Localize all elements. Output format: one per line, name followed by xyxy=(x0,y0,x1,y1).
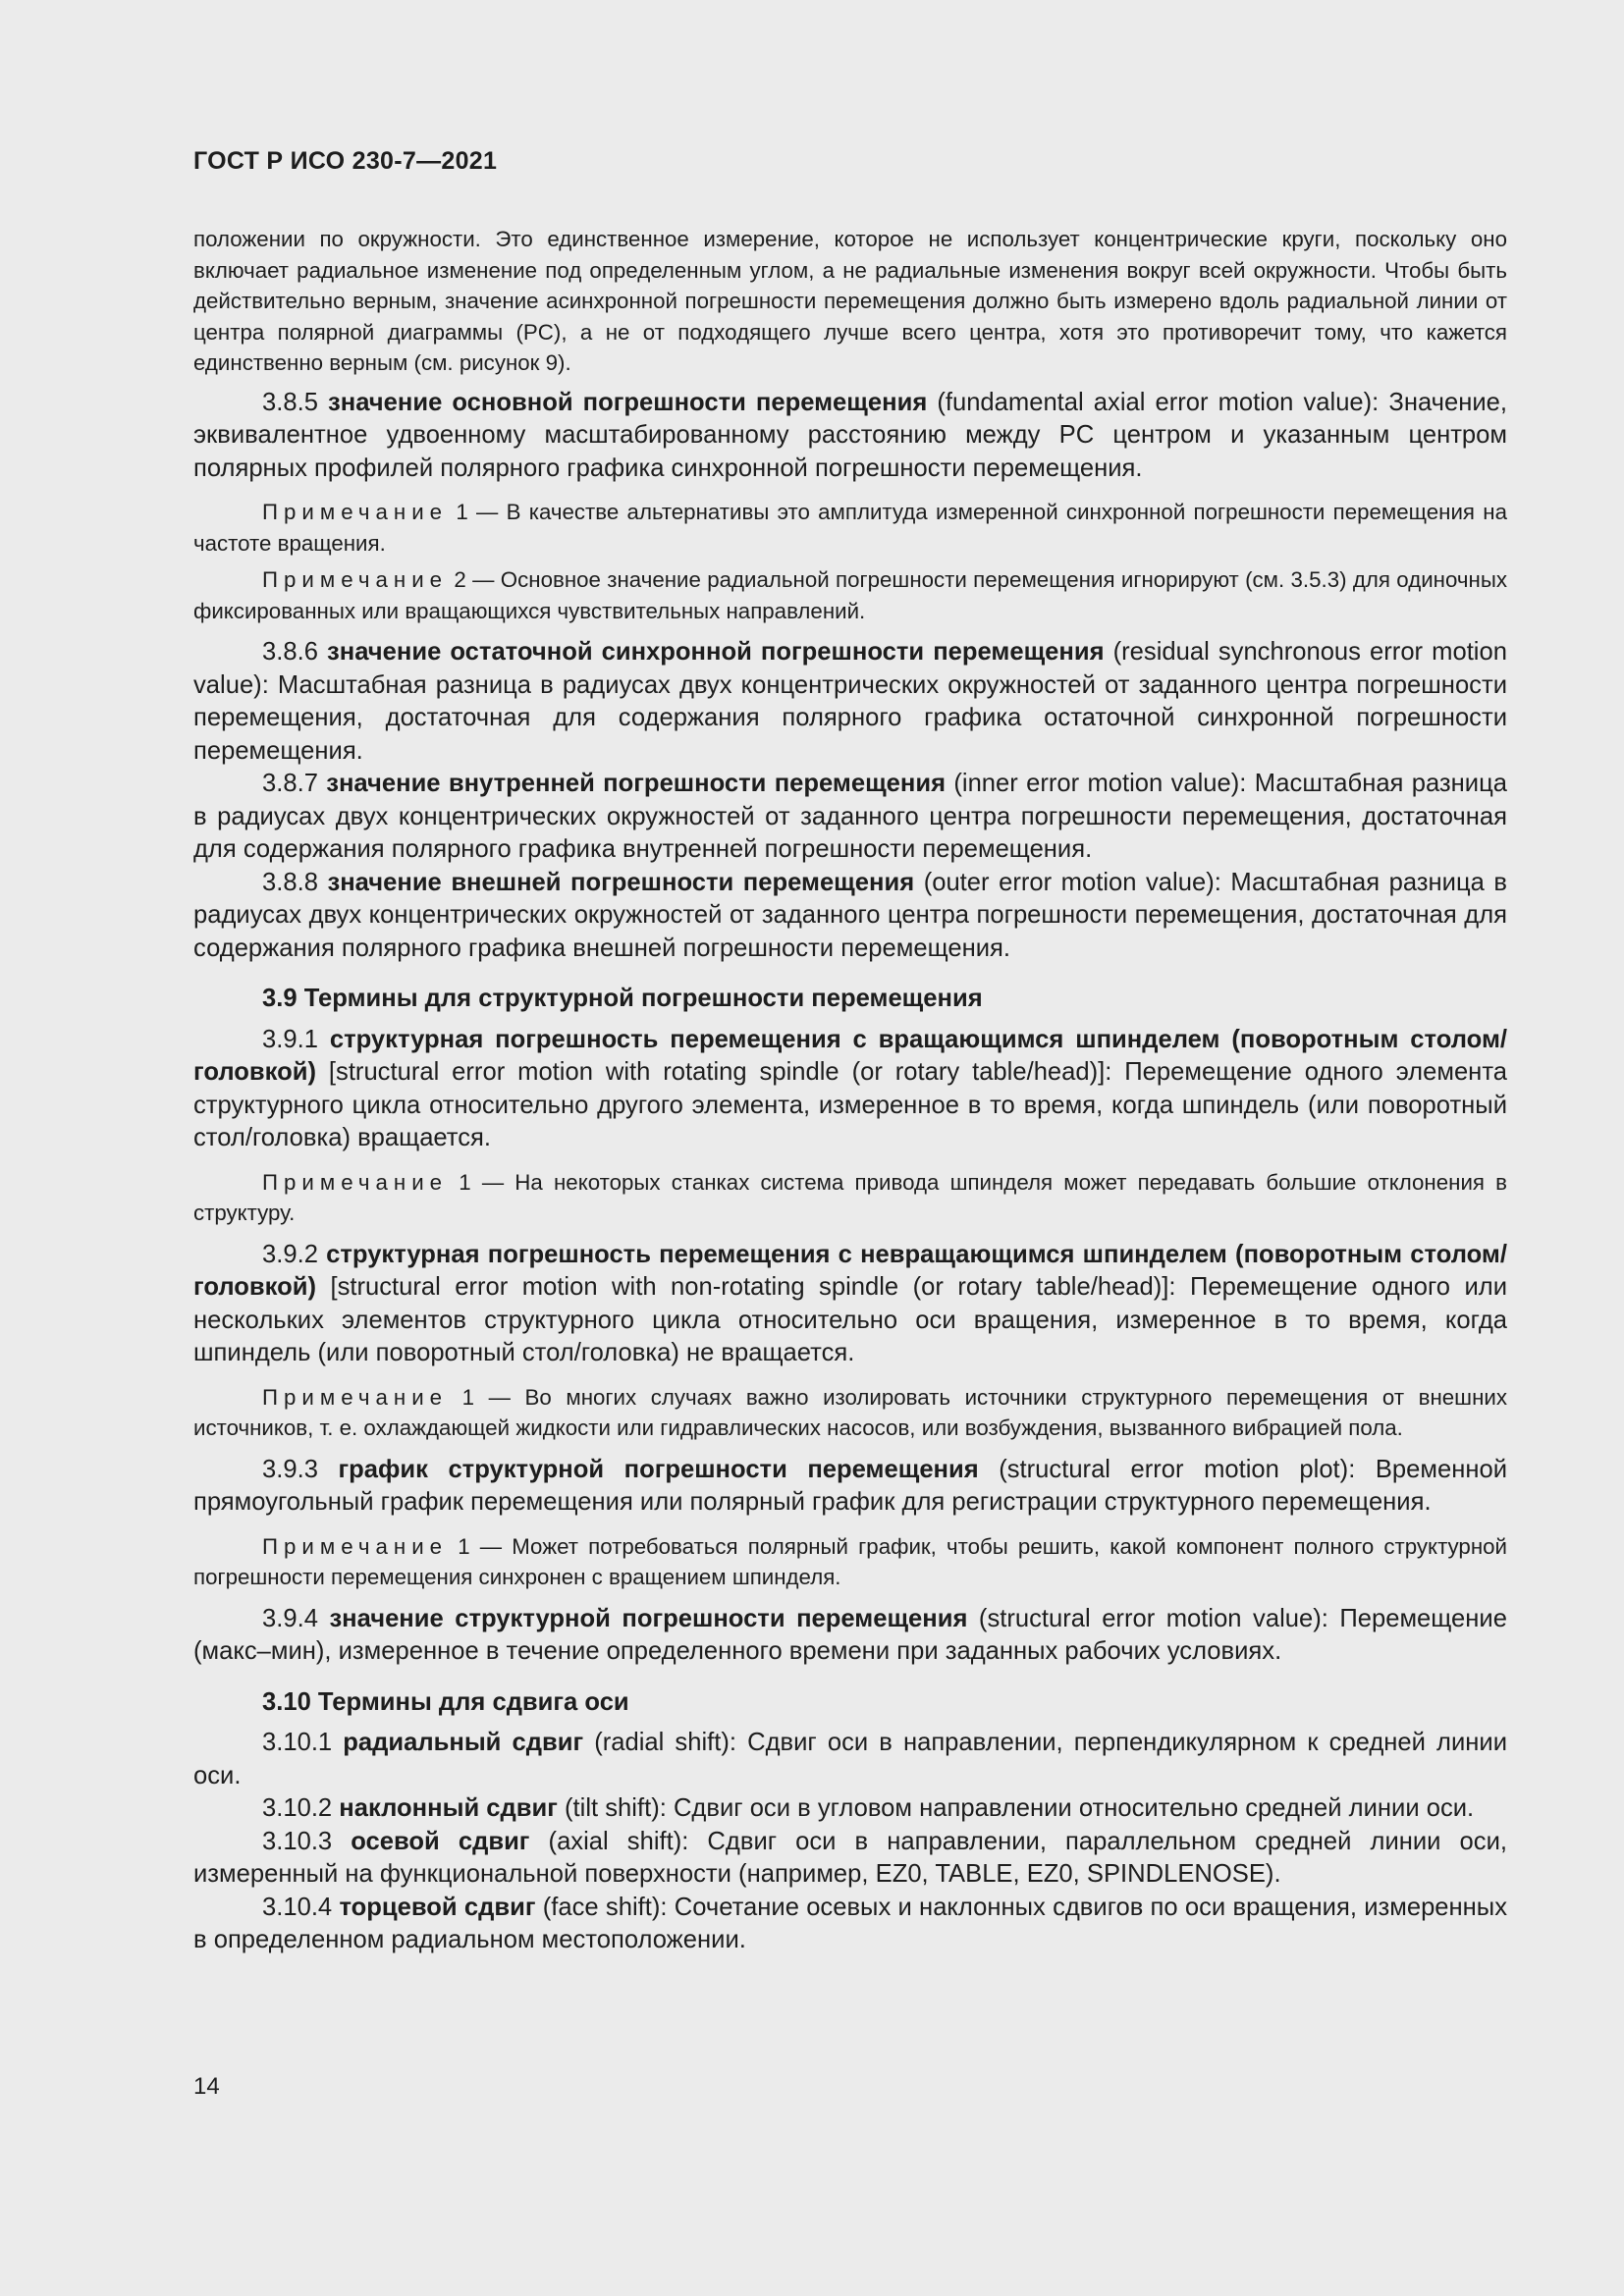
definition-3-10-4: 3.10.4 торцевой сдвиг (face shift): Сочетание осевых и наклонных сдвигов по оси вращения, измеренных в определенном радиальном местоположении. xyxy=(193,1893,1507,1953)
definition-3-8-7: 3.8.7 значение внутренней погрешности перемещения (inner error motion value): Масштабная разница в радиусах двух концентрических окружностей от заданного центра погрешности перемещения, достаточная для содержания полярного графика внутренней погрешности перемещения. xyxy=(193,770,1507,863)
section-heading-3-10: 3.10 Термины для сдвига оси xyxy=(262,1687,629,1716)
definition-3-10-3: 3.10.3 осевой сдвиг (axial shift): Сдвиг оси в направлении, параллельном средней линии оси, измеренный на функциональной поверхности (например, EZ0, TABLE, EZ0, SPINDLENOSE). xyxy=(193,1827,1507,1888)
definition-3-10-1: 3.10.1 радиальный сдвиг (radial shift): Сдвиг оси в направлении, перпендикулярном к средней линии оси. xyxy=(193,1729,1507,1789)
note-3-8-5-2: Примечание 2 — Основное значение радиальной погрешности перемещения игнорируют (см. 3.5.3) для одиночных фиксированных или вращающихся чувствительных направлений. xyxy=(193,567,1508,623)
definition-3-8-6: 3.8.6 значение остаточной синхронной погрешности перемещения (residual synchronous error motion value): Масштабная разница в радиусах двух концентрических окружностей от заданного центра погрешности перемещения, достаточная для содержания полярного графика остаточной синхронной погрешности перемещения. xyxy=(193,638,1507,765)
document-body xyxy=(193,224,1507,1957)
definition-3-9-1: 3.9.1 структурная погрешность перемещения с вращающимся шпинделем (поворотным столом/головкой) [structural error motion with rotating spindle (or rotary table/head)]: Перемещение одного элемента структурного цикла относительно другого элемента, измеренное в то время, когда шпиндель (или поворотный стол/головка) вращается. xyxy=(193,1025,1507,1151)
document-header: ГОСТ Р ИСО 230-7—2021 xyxy=(193,147,498,175)
note-3-8-5-1: Примечание 1 — В качестве альтернативы это амплитуда измеренной синхронной погрешности перемещения на частоте вращения. xyxy=(193,500,1507,556)
note-3-9-2-1: Примечание 1 — Во многих случаях важно изолировать источники структурного перемещения от внешних источников, т. е. охлаждающей жидкости или гидравлических насосов, или возбуждения, вызванного вибрацией пола. xyxy=(193,1384,1507,1440)
definition-3-8-8: 3.8.8 значение внешней погрешности перемещения (outer error motion value): Масштабная разница в радиусах двух концентрических окружностей от заданного центра погрешности перемещения, достаточная для содержания полярного графика внешней погрешности перемещения. xyxy=(193,868,1507,962)
definition-3-9-3: 3.9.3 график структурной погрешности перемещения (structural error motion plot): Временной прямоугольный график перемещения или полярный график для регистрации структурного перемещения. xyxy=(193,1455,1507,1516)
definition-3-9-2: 3.9.2 структурная погрешность перемещения с невращающимся шпинделем (поворотным столом/головкой) [structural error motion with non-rotating spindle (or rotary table/head)]: Перемещение одного или нескольких элементов структурного цикла относительно оси вращения, измеренное в то время, когда шпиндель (или поворотный стол/головка) не вращается. xyxy=(193,1240,1507,1366)
section-heading-3-9: 3.9 Термины для структурной погрешности перемещения xyxy=(262,985,983,1012)
intro-paragraph: положении по окружности. Это единственное измерение, которое не использует концентрические круги, поскольку оно включает радиальное изменение под определенным углом, а не радиальные изменения вокруг всей окружности. Чтобы быть действительно верным, значение асинхронной погрешности перемещения должно быть измерено вдоль радиальной линии от центра полярной диаграммы (PC), а не от подходящего лучше всего центра, хотя это противоречит тому, что кажется единственно верным (см. рисунок 9). xyxy=(193,227,1507,375)
definition-3-8-5: 3.8.5 значение основной погрешности перемещения (fundamental axial error motion value): Значение, эквивалентное удвоенному масштабированному расстоянию между PC центром и указанным центром полярных профилей полярного графика синхронной погрешности перемещения. xyxy=(193,388,1507,482)
note-3-9-3-1: Примечание 1 — Может потребоваться полярный график, чтобы решить, какой компонент полного структурной погрешности перемещения синхронен с вращением шпинделя. xyxy=(193,1533,1507,1589)
note-3-9-1-1: Примечание 1 — На некоторых станках система привода шпинделя может передавать большие отклонения в структуру. xyxy=(193,1169,1507,1225)
page-number: 14 xyxy=(193,2073,220,2100)
definition-3-9-4: 3.9.4 значение структурной погрешности перемещения (structural error motion value): Перемещение (макс–мин), измеренное в течение определенного времени при заданных рабочих условиях. xyxy=(193,1604,1507,1665)
definition-3-10-2: 3.10.2 наклонный сдвиг (tilt shift): Сдвиг оси в угловом направлении относительно средней линии оси. xyxy=(262,1794,1475,1822)
